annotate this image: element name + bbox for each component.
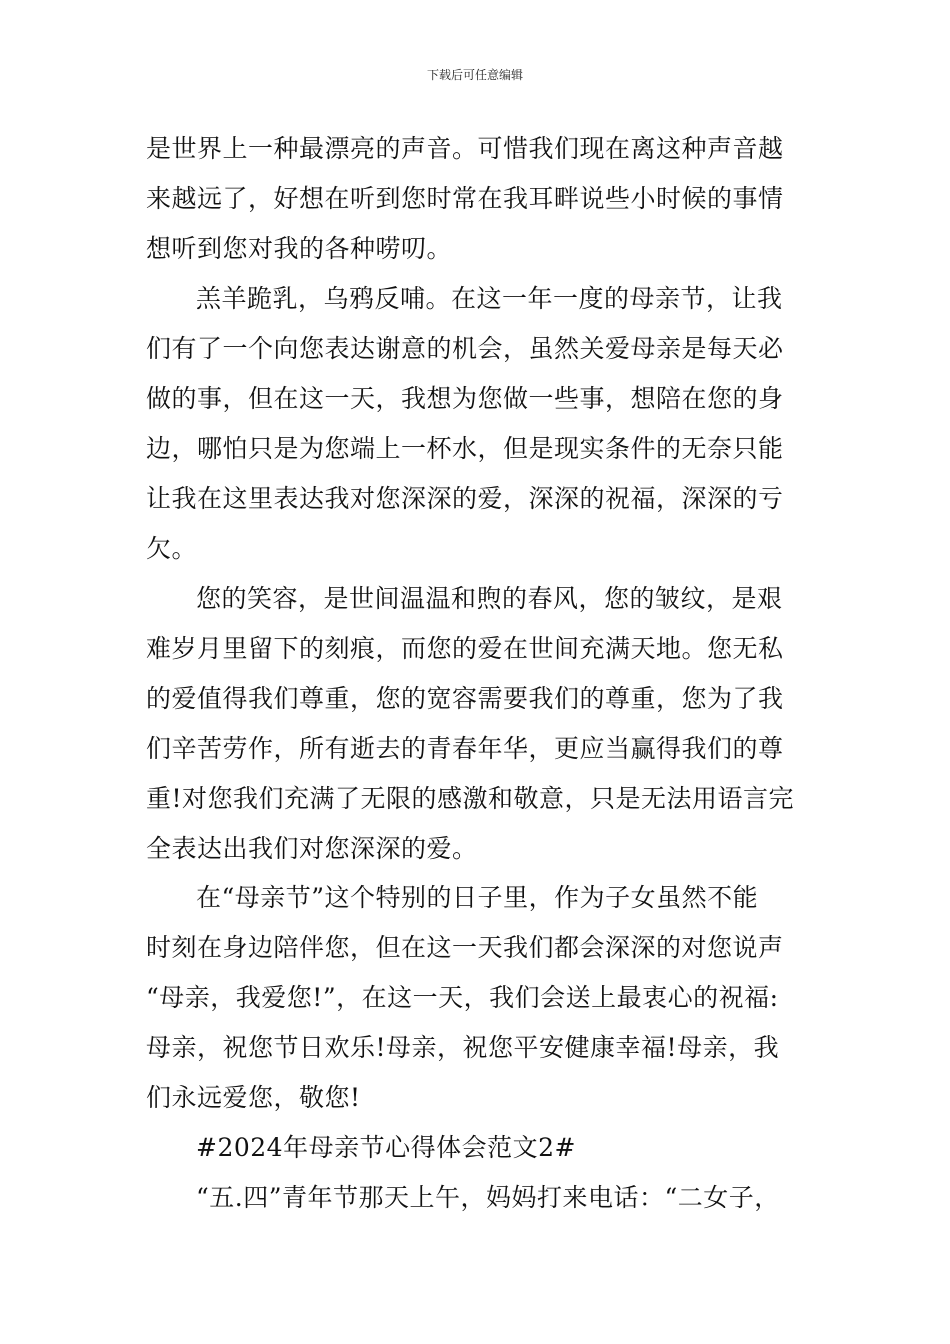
body-line: “五.四”青年节那天上午，妈妈打来电话：“二女子， [196, 1183, 780, 1212]
body-line: 难岁月里留下的刻痕，而您的爱在世间充满天地。您无私 [146, 634, 784, 663]
body-line: 们永远爱您，敬您! [146, 1083, 361, 1112]
body-line: 想听到您对我的各种唠叨。 [146, 234, 453, 263]
body-line: 欠。 [146, 534, 198, 563]
body-line: 的爱值得我们尊重，您的宽容需要我们的尊重，您为了我 [146, 684, 784, 713]
body-line: 边，哪怕只是为您端上一杯水，但是现实条件的无奈只能 [146, 434, 784, 463]
body-line: 您的笑容，是世间温温和煦的春风，您的皱纹，是艰 [196, 584, 783, 613]
body-line: 来越远了，好想在听到您时常在我耳畔说些小时候的事情 [146, 184, 784, 213]
body-line: 做的事，但在这一天，我想为您做一些事，想陪在您的身 [146, 384, 784, 413]
body-line: 在“母亲节”这个特别的日子里，作为子女虽然不能 [196, 883, 759, 912]
body-line: 让我在这里表达我对您深深的爱，深深的祝福，深深的亏 [146, 484, 784, 513]
body-line: 重!对您我们充满了无限的感激和敬意，只是无法用语言完 [146, 784, 795, 813]
body-line: 全表达出我们对您深深的爱。 [146, 834, 478, 863]
body-line: 们有了一个向您表达谢意的机会，虽然关爱母亲是每天必 [146, 334, 784, 363]
body-line: 是世界上一种最漂亮的声音。可惜我们现在离这种声音越 [146, 134, 784, 163]
page-header: 下载后可任意编辑 [426, 68, 523, 82]
body-line: “母亲，我爱您!”，在这一天，我们会送上最衷心的祝福: [146, 983, 779, 1012]
section-heading: #2024年母亲节心得体会范文2# [196, 1133, 576, 1162]
body-line: 母亲，祝您节日欢乐!母亲，祝您平安健康幸福!母亲，我 [146, 1033, 780, 1062]
body-line: 羔羊跪乳，乌鸦反哺。在这一年一度的母亲节，让我 [196, 284, 783, 313]
body-line: 们辛苦劳作，所有逝去的青春年华，更应当赢得我们的尊 [146, 734, 784, 763]
body-line: 时刻在身边陪伴您，但在这一天我们都会深深的对您说声 [146, 933, 784, 962]
